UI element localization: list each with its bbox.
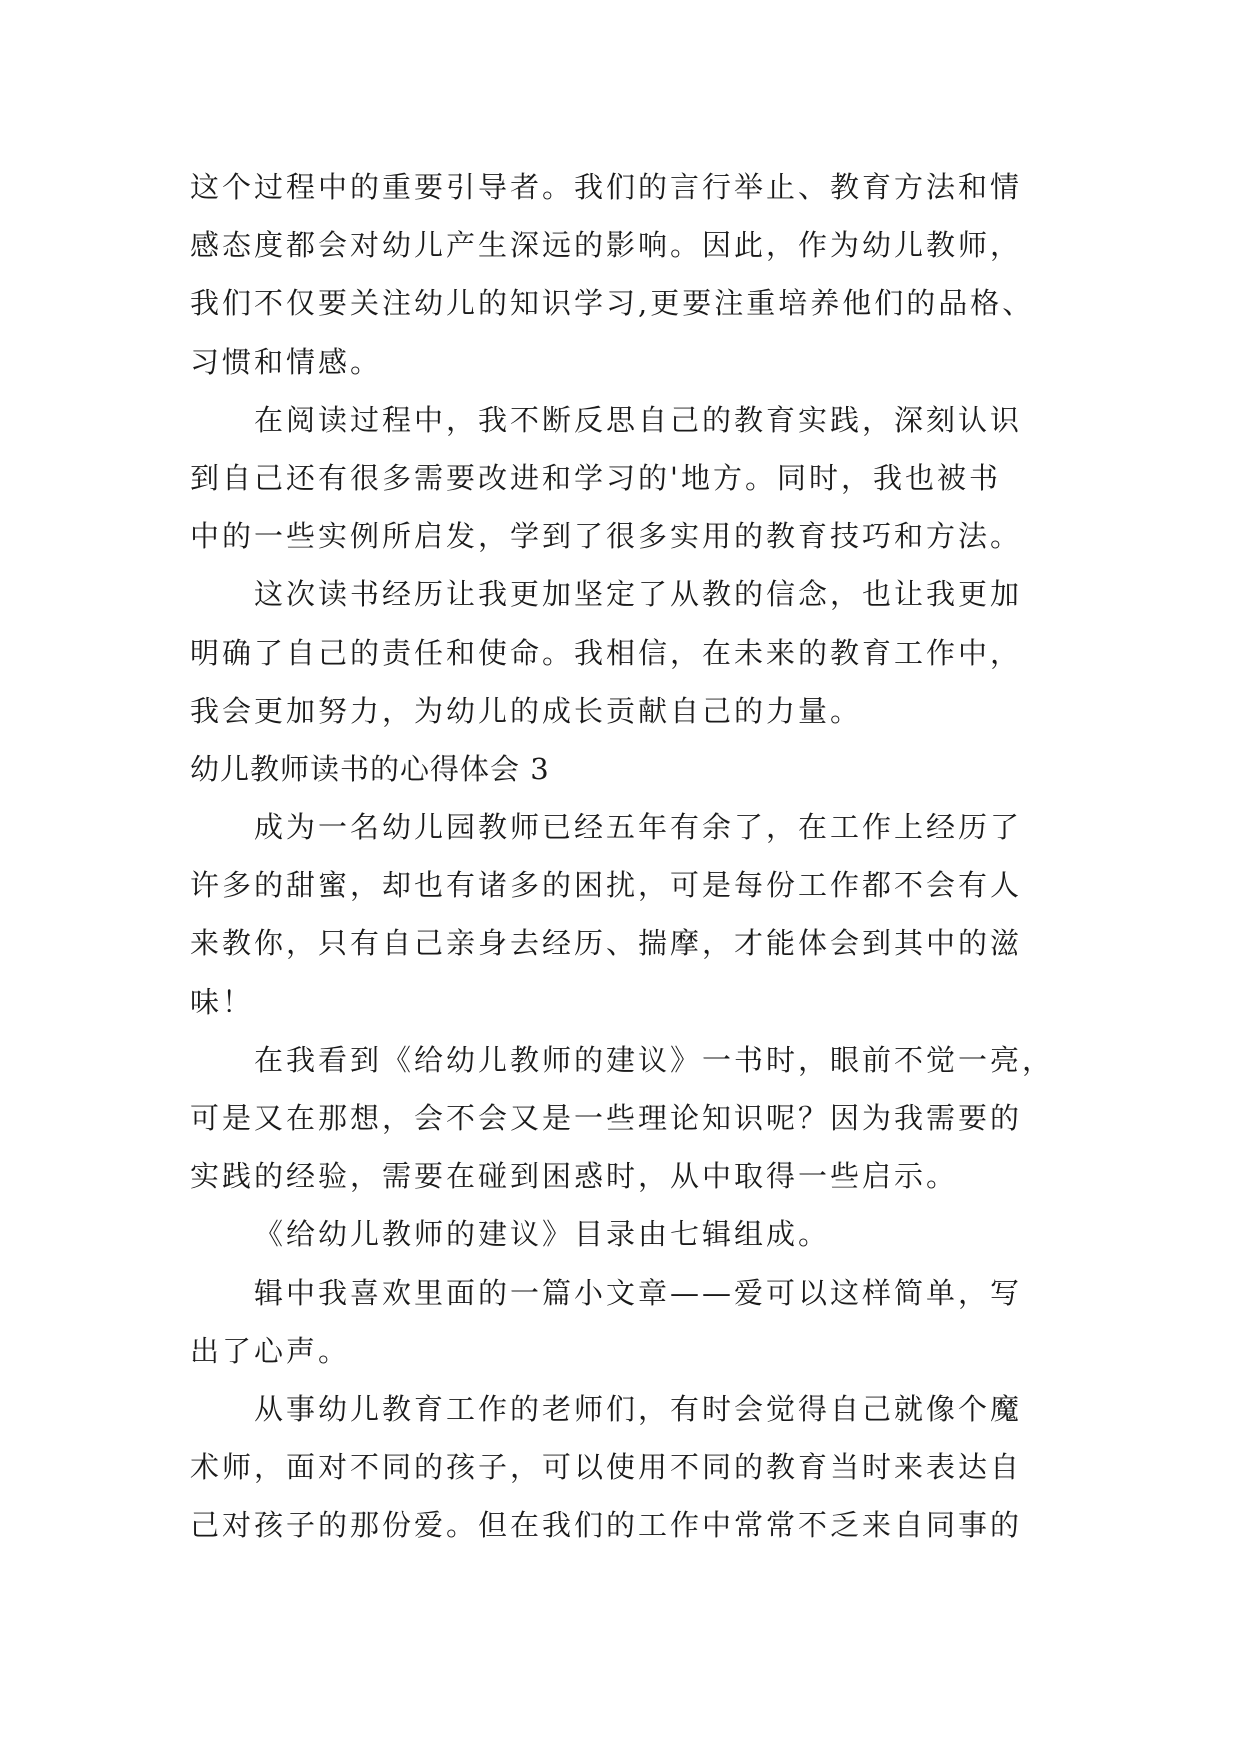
text-line: 术师，面对不同的孩子，可以使用不同的教育当时来表达自 (190, 1450, 1023, 1485)
text-line: 味！ (190, 984, 255, 1019)
text-line: 我会更加努力，为幼儿的成长贡献自己的力量。 (190, 693, 863, 728)
text-line: 来教你，只有自己亲身去经历、揣摩，才能体会到其中的滋 (190, 926, 1023, 961)
text-line: 我们不仅要关注幼儿的知识学习,更要注重培养他们的品格、 (190, 286, 1035, 321)
text-line: 实践的经验，需要在碰到困惑时，从中取得一些启示。 (190, 1159, 959, 1194)
text-line: 习惯和情感。 (190, 344, 383, 379)
paragraph-first-line: 《给幼儿教师的建议》目录由七辑组成。 (254, 1217, 831, 1252)
paragraph-first-line: 这次读书经历让我更加坚定了从教的信念，也让我更加 (254, 577, 1023, 612)
text-line: 到自己还有很多需要改进和学习的'地方。同时，我也被书 (190, 460, 1001, 495)
paragraph-first-line: 成为一名幼儿园教师已经五年有余了，在工作上经历了 (254, 810, 1023, 845)
paragraph-first-line: 在阅读过程中，我不断反思自己的教育实践，深刻认识 (254, 402, 1023, 437)
text-line: 己对孩子的那份爱。但在我们的工作中常常不乏来自同事的 (190, 1508, 1023, 1543)
text-line: 明确了自己的责任和使命。我相信，在未来的教育工作中， (190, 635, 1023, 670)
text-line: 可是又在那想，会不会又是一些理论知识呢？因为我需要的 (190, 1101, 1023, 1135)
section-heading: 幼儿教师读书的心得体会 3 (190, 751, 550, 786)
text-line: 许多的甜蜜，却也有诸多的困扰，可是每份工作都不会有人 (190, 868, 1023, 903)
text-line: 出了心声。 (190, 1333, 351, 1368)
paragraph-first-line: 辑中我喜欢里面的一篇小文章——爱可以这样简单，写 (254, 1275, 1023, 1310)
text-line: 感态度都会对幼儿产生深远的影响。因此，作为幼儿教师， (190, 228, 1023, 263)
text-line: 这个过程中的重要引导者。我们的言行举止、教育方法和情 (190, 170, 1023, 204)
paragraph-first-line: 在我看到《给幼儿教师的建议》一书时，眼前不觉一亮， (254, 1042, 1055, 1077)
text-line: 中的一些实例所启发，学到了很多实用的教育技巧和方法。 (190, 519, 1023, 554)
paragraph-first-line: 从事幼儿教育工作的老师们，有时会觉得自己就像个魔 (254, 1391, 1023, 1426)
document-body (190, 158, 1090, 1555)
